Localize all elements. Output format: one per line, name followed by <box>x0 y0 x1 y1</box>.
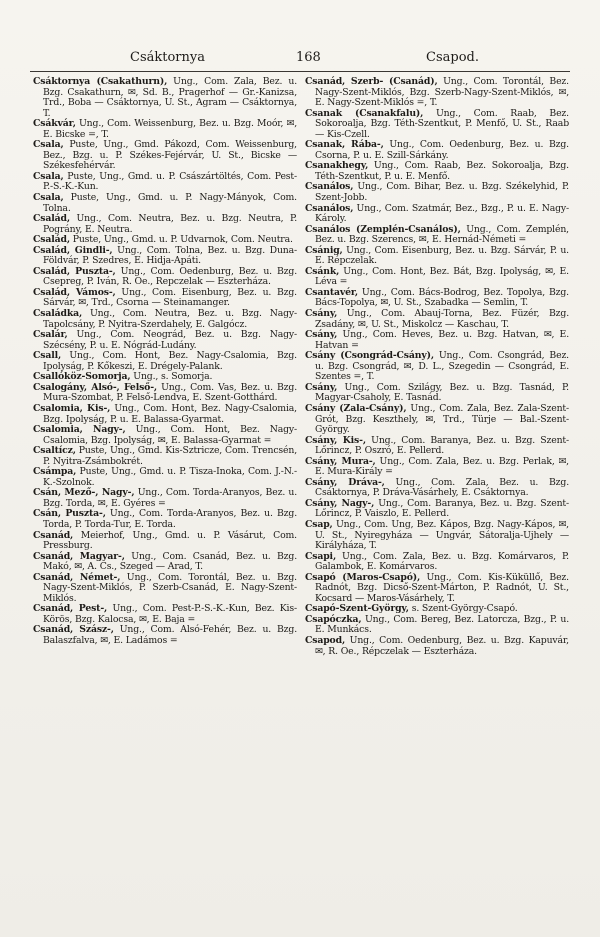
entry-body: Ung., Com. Pest-P.-S.-K.-Kun, Bez. Kis-Körös, Bzg. Kalocsa, ✉, E. Baja = <box>43 603 297 625</box>
entry-body: Ung., Com. Zala, Bez. u. Bzg. Perlak, ✉, E. Mura-Király = <box>315 455 569 478</box>
entry-headword: Csanakhegy, <box>305 160 369 172</box>
entry-body: Ung., Com. Szatmár, Bez., Bzg., P. u. E. Nagy-Károly. <box>315 202 569 225</box>
entry-headword: Csapod, <box>305 634 346 646</box>
entry-body: Ung., Com. Oedenburg, Bez. u. Bzg. Kapuvár, ✉, R. Oe., Répczelak — Eszterháza. <box>315 634 569 657</box>
entry-headword: Csala, <box>33 139 64 151</box>
entry-headword: Csány (Zala-Csány), <box>305 402 407 414</box>
gazetteer-entry <box>305 478 569 499</box>
entry-headword: Család, Vámos-, <box>33 286 116 298</box>
gazetteer-entry <box>33 446 297 467</box>
entry-body: Ung., Com. Torontál, Bez. Nagy-Szent-Miklós, Bzg. Szerb-Nagy-Szent-Miklós, ✉, E. Nagy-Szent-Miklós =, T. <box>315 76 569 109</box>
header-last-entry: Csapod. <box>426 50 479 65</box>
entry-headword: Csall, <box>33 350 62 362</box>
entry-body: Puste, Ung., Gmd. u. P. Császártöltés, Com. Pest-P.-S.-K.-Kun. <box>43 170 297 193</box>
entry-headword: Csány, Nagy-, <box>305 497 375 509</box>
gazetteer-entry <box>305 246 569 267</box>
entry-headword: Csákvár, <box>33 118 76 130</box>
entry-body: Ung., Com. Oedenburg, Bez. u. Bzg. Csorna, P. u. E. Szill-Sárkány. <box>315 139 569 161</box>
gazetteer-entry <box>305 140 569 161</box>
header-first-entry: Csáktornya <box>130 50 205 65</box>
gazetteer-entry <box>305 457 569 478</box>
entry-headword: Csanálos, <box>305 202 354 214</box>
entry-body: Ung., Com. Csanád, Bez. u. Bzg. Makó, ✉, A. Cs., Szeged — Arad, T. <box>43 550 297 573</box>
entry-headword: Csány, <box>305 381 338 393</box>
entry-headword: Csanád, Magyar-, <box>33 550 125 562</box>
entry-headword: Csalogány, Alsó-, Felső-, <box>33 381 158 393</box>
entry-body: Ung., Com. Neutra, Bez. u. Bzg. Nagy-Tapolcsány, P. Nyitra-Szerdahely, E. Galgócz. <box>43 308 297 330</box>
entry-body: Ung., Com. Torda-Aranyos, Bez. u. Bzg. Torda, P. Torda-Tur, E. Torda. <box>43 508 297 530</box>
entry-headword: Csala, <box>33 170 64 182</box>
gazetteer-entry <box>33 246 297 267</box>
entry-headword: Csán, Puszta-, <box>33 508 106 520</box>
gazetteer-entry <box>305 436 569 457</box>
gazetteer-entry <box>305 204 569 225</box>
entry-body: Ung., Com. Hont, Bez. Bát, Bzg. Ipolyság, ✉, E. Léva = <box>315 265 569 288</box>
entry-headword: Család, Puszta-, <box>33 265 116 277</box>
entry-body: Ung., Com. Baranya, Bez. u. Bzg. Szent-Lőrincz, P. Vaiszlo, E. Pellerd. <box>315 497 569 520</box>
gazetteer-entry <box>33 140 297 172</box>
gazetteer-entry <box>33 330 297 351</box>
entry-headword: Csány, <box>305 329 338 341</box>
gazetteer-entry <box>33 404 297 425</box>
entry-body: Ung., Com. Eisenburg, Bez. u. Bzg. Sárvár, ✉, Trd., Csorna — Steinamanger. <box>43 286 297 309</box>
entry-body: Ung., Com. Alsó-Fehér, Bez. u. Bzg. Balaszfalva, ✉, E. Ladámos = <box>43 624 297 646</box>
entry-headword: Csán, Mező-, Nagy-, <box>33 487 135 499</box>
gazetteer-entry <box>33 531 297 552</box>
entry-body: Ung., Com. Zala, Bez. u. Bzg. Csakathurn, ✉, Sd. B., Pragerhof — Gr.-Kanizsa, Trd., Boba — Csáktornya, U. St., Agram — Csáktornya, T. <box>43 76 297 119</box>
entry-body: Ung., Com. Oedenburg, Bez. u. Bzg. Csepreg, P. Iván, R. Oe., Repczelak — Eszterháza. <box>43 265 297 288</box>
gazetteer-entry <box>33 552 297 573</box>
gazetteer-entry <box>33 573 297 605</box>
entry-body: Ung., Com. Abauj-Torna, Bez. Füzér, Bzg. Zsadány, ✉, U. St., Miskolcz — Kaschau, T. <box>315 308 569 330</box>
gazetteer-entry <box>305 77 569 109</box>
entry-body: Ung., s. Somorja. <box>130 371 213 383</box>
entry-body: Puste, Ung., Gmd. u. P. Udvarnok, Com. Neutra. <box>69 234 293 246</box>
entry-headword: Csalár, <box>33 329 68 341</box>
entry-body: Ung., Com. Bereg, Bez. Latorcza, Bzg., P. u. E. Munkács. <box>315 613 569 636</box>
entry-body: Ung., Com. Szilágy, Bez. u. Bzg. Tasnád, P. Magyar-Csaholy, E. Tasnád. <box>315 381 569 404</box>
entry-body: Ung., Com. Csongrád, Bez. u. Bzg. Csongrád, ✉, D. L., Szegedin — Csongrád, E. Szentes =, T. <box>315 350 569 383</box>
entry-headword: Csalomia, Kis-, <box>33 402 111 414</box>
gazetteer-entry <box>305 499 569 520</box>
gazetteer-entry <box>33 625 297 646</box>
gazetteer-entry <box>305 330 569 351</box>
entry-body: Puste, Ung., Gmd. u. P. Tisza-Inoka, Com. J.-N.-K.-Szolnok. <box>43 466 297 488</box>
left-column <box>33 77 297 647</box>
entry-headword: Csantavér, <box>305 286 359 298</box>
entry-body: Ung., Com. Zala, Bez. Zala-Szent-Grót, Bzg. Keszthely, ✉, Trd., Türje — Bal.-Szent-György. <box>315 402 569 436</box>
entry-headword: Csapi, <box>305 550 337 562</box>
gazetteer-entry <box>33 383 297 404</box>
page-number: 168 <box>296 50 321 65</box>
gazetteer-entry <box>305 225 569 246</box>
entry-body: Ung., Com. Hont, Bez. Nagy-Csalomia, Bzg. Ipolyság, ✉, E. Balassa-Gyarmat = <box>43 424 297 446</box>
gazetteer-entry <box>305 109 569 141</box>
entry-headword: Csány, <box>305 308 338 320</box>
gazetteer-entry <box>305 573 569 605</box>
gazetteer-entry <box>33 119 297 140</box>
entry-body: Ung., Com. Zala, Bez. u. Bzg. Csáktornya, P. Dráva-Vásárhely, E. Csáktornya. <box>315 476 569 499</box>
gazetteer-entry <box>305 309 569 330</box>
entry-headword: Csanád, Német-, <box>33 571 121 583</box>
gazetteer-entry <box>33 193 297 214</box>
gazetteer-entry <box>33 509 297 530</box>
entry-body: Meierhof, Ung., Gmd. u. P. Vásárut, Com. Pressburg. <box>43 529 297 552</box>
entry-body: Ung., Com. Bihar, Bez. u. Bzg. Székelyhid, P. Szent-Jobb. <box>315 181 569 204</box>
entry-body: Ung., Com. Weissenburg, Bez. u. Bzg. Moór, ✉, E. Bicske =, T. <box>43 118 297 140</box>
entry-headword: Csanád, Szerb- (Csanád), <box>305 76 438 87</box>
entry-body: Ung., Com. Raab, Bez. Sokoroalja, Bzg. Téth-Szentkut, P. u. E. Menfő. <box>315 160 569 182</box>
entry-headword: Csanád, Szász-, <box>33 624 114 636</box>
entry-body: Ung., Com. Torda-Aranyos, Bez. u. Bzg. Torda, ✉, E. Gyéres = <box>43 487 297 509</box>
gazetteer-entry <box>305 351 569 383</box>
entry-headword: Családka, <box>33 308 83 320</box>
gazetteer-entry <box>305 288 569 309</box>
entry-headword: Csány, Dráva-, <box>305 476 385 488</box>
entry-headword: Csanád, <box>33 529 74 541</box>
entry-body: Ung., Com. Kis-Küküllő, Bez. Radnót, Bzg. Dicső-Szent-Márton, P. Radnót, U. St., Kocsard — Maros-Vásárhely, T. <box>315 571 569 604</box>
entry-headword: Csány, Kis-, <box>305 434 366 446</box>
entry-body: Puste, Ung., Gmd. Kis-Sztricze, Com. Trencsén, P. Nyitra-Zsámbokrét. <box>43 445 297 467</box>
entry-body: Ung., Com. Torontál, Bez. u. Bzg. Nagy-Szent-Miklós, P. Szerb-Csanád, E. Nagy-Szent-Miklós. <box>43 571 297 604</box>
entry-body: Ung., Com. Bács-Bodrog, Bez. Topolya, Bzg. Bács-Topolya, ✉, U. St., Szabadka — Semlin, T. <box>315 286 569 309</box>
entry-headword: Csallóköz-Somorja, <box>33 371 131 383</box>
header-rule <box>30 71 570 72</box>
entry-body: Ung., Com. Vas, Bez. u. Bzg. Mura-Szombat, P. Felső-Lendva, E. Szent-Gotthárd. <box>43 381 297 404</box>
gazetteer-entry <box>33 604 297 625</box>
entry-headword: Csapóczka, <box>305 613 362 625</box>
entry-headword: Csanálos (Zemplén-Csanálos), <box>305 223 461 235</box>
entry-body: Ung., Com. Ung, Bez. Kápos, Bzg. Nagy-Kápos, ✉, U. St., Nyiregyháza — Ungvár, Sátoralja-Ujhely — Királyháza, T. <box>315 518 569 552</box>
gazetteer-entry <box>33 288 297 309</box>
entry-headword: Csanak (Csanakfalu), <box>305 107 424 119</box>
entry-body: s. Szent-György-Csapó. <box>408 603 518 615</box>
entry-body: Ung., Com. Eisenburg, Bez. u. Bzg. Sárvár, P. u. E. Répczelak. <box>315 244 569 267</box>
entry-headword: Csány, Mura-, <box>305 455 376 467</box>
entry-headword: Csány (Csongrád-Csány), <box>305 350 434 362</box>
right-column <box>305 77 569 657</box>
entry-body: Ung., Com. Neutra, Bez. u. Bzg. Neutra, P. Pográny, E. Neutra. <box>43 213 297 235</box>
gazetteer-entry <box>305 267 569 288</box>
entry-headword: Csaltícz, <box>33 445 76 457</box>
gazetteer-entry <box>33 309 297 330</box>
page-header <box>30 50 570 70</box>
entry-headword: Csanálos, <box>305 181 354 193</box>
entry-body: Ung., Com. Baranya, Bez. u. Bzg. Szent-Lőrincz, P. Oszró, E. Pellerd. <box>315 434 569 457</box>
entry-body: Ung., Com. Raab, Bez. Sokoroalja, Bzg. Téth-Szentkut, P. Menfő, U. St., Raab — Kis-Czell. <box>315 107 569 140</box>
entry-body: Ung., Com. Tolna, Bez. u. Bzg. Duna-Földvár, P. Szedres, E. Hidja-Apáti. <box>43 244 298 267</box>
entry-body: Ung., Com. Zemplén, Bez. u. Bzg. Szerencs, ✉, E. Hernád-Németi = <box>315 223 569 246</box>
entry-headword: Csala, <box>33 192 64 204</box>
entry-headword: Csánk, <box>305 265 340 277</box>
entry-body: Puste, Ung., Gmd. u. P. Nagy-Mányok, Com. Tolna. <box>43 192 297 214</box>
entry-body: Ung., Com. Neográd, Bez. u. Bzg. Nagy-Szécsény, P. u. E. Nógrád-Ludány. <box>43 329 297 351</box>
entry-body: Ung., Com. Hont, Bez. Nagy-Csalomia, Bzg. Ipolyság, P. u. E. Balassa-Gyarmat. <box>43 402 297 425</box>
entry-headword: Csapó-Szent-György, <box>305 603 409 615</box>
gazetteer-entry <box>305 182 569 203</box>
entry-body: Ung., Com. Heves, Bez. u. Bzg. Hatvan, ✉, E. Hatvan = <box>315 329 569 351</box>
entry-headword: Csánig, <box>305 244 343 256</box>
entry-headword: Csapó (Maros-Csapó), <box>305 571 421 583</box>
gazetteer-entry <box>33 425 297 446</box>
entry-headword: Család, <box>33 234 70 246</box>
gazetteer-entry <box>33 172 297 193</box>
gazetteer-entry <box>305 615 569 636</box>
gazetteer-entry <box>33 77 297 119</box>
entry-body: Ung., Com. Zala, Bez. u. Bzg. Komárvaros, P. Galambok, E. Komárvaros. <box>315 550 569 573</box>
gazetteer-entry <box>33 351 297 372</box>
gazetteer-entry <box>305 552 569 573</box>
entry-headword: Csámpa, <box>33 466 77 478</box>
entry-body: Puste, Ung., Gmd. Pákozd, Com. Weissenburg, Bez., Bzg. u. P. Székes-Fejérvár, U. St., Bicske — Székesfehérvár. <box>43 139 297 172</box>
gazetteer-entry <box>305 161 569 182</box>
gazetteer-entry <box>305 404 569 436</box>
entry-headword: Csalomia, Nagy-, <box>33 424 126 436</box>
gazetteer-entry <box>305 636 569 657</box>
gazetteer-entry <box>33 467 297 488</box>
gazetteer-entry <box>305 520 569 552</box>
entry-headword: Csáktornya (Csakathurn), <box>33 76 168 87</box>
entry-body: Ung., Com. Hont, Bez. Nagy-Csalomia, Bzg. Ipolyság, P. Kőkeszi, E. Drégely-Palank. <box>43 350 297 372</box>
gazetteer-entry <box>33 214 297 235</box>
entry-headword: Csap, <box>305 518 333 530</box>
entry-headword: Család, Gindli-, <box>33 244 113 256</box>
gazetteer-entry <box>33 488 297 509</box>
entry-headword: Csanád, Pest-, <box>33 603 108 615</box>
gazetteer-entry <box>33 267 297 288</box>
entry-headword: Család, <box>33 213 70 225</box>
entry-headword: Csanak, Rába-, <box>305 139 384 151</box>
gazetteer-entry <box>305 383 569 404</box>
